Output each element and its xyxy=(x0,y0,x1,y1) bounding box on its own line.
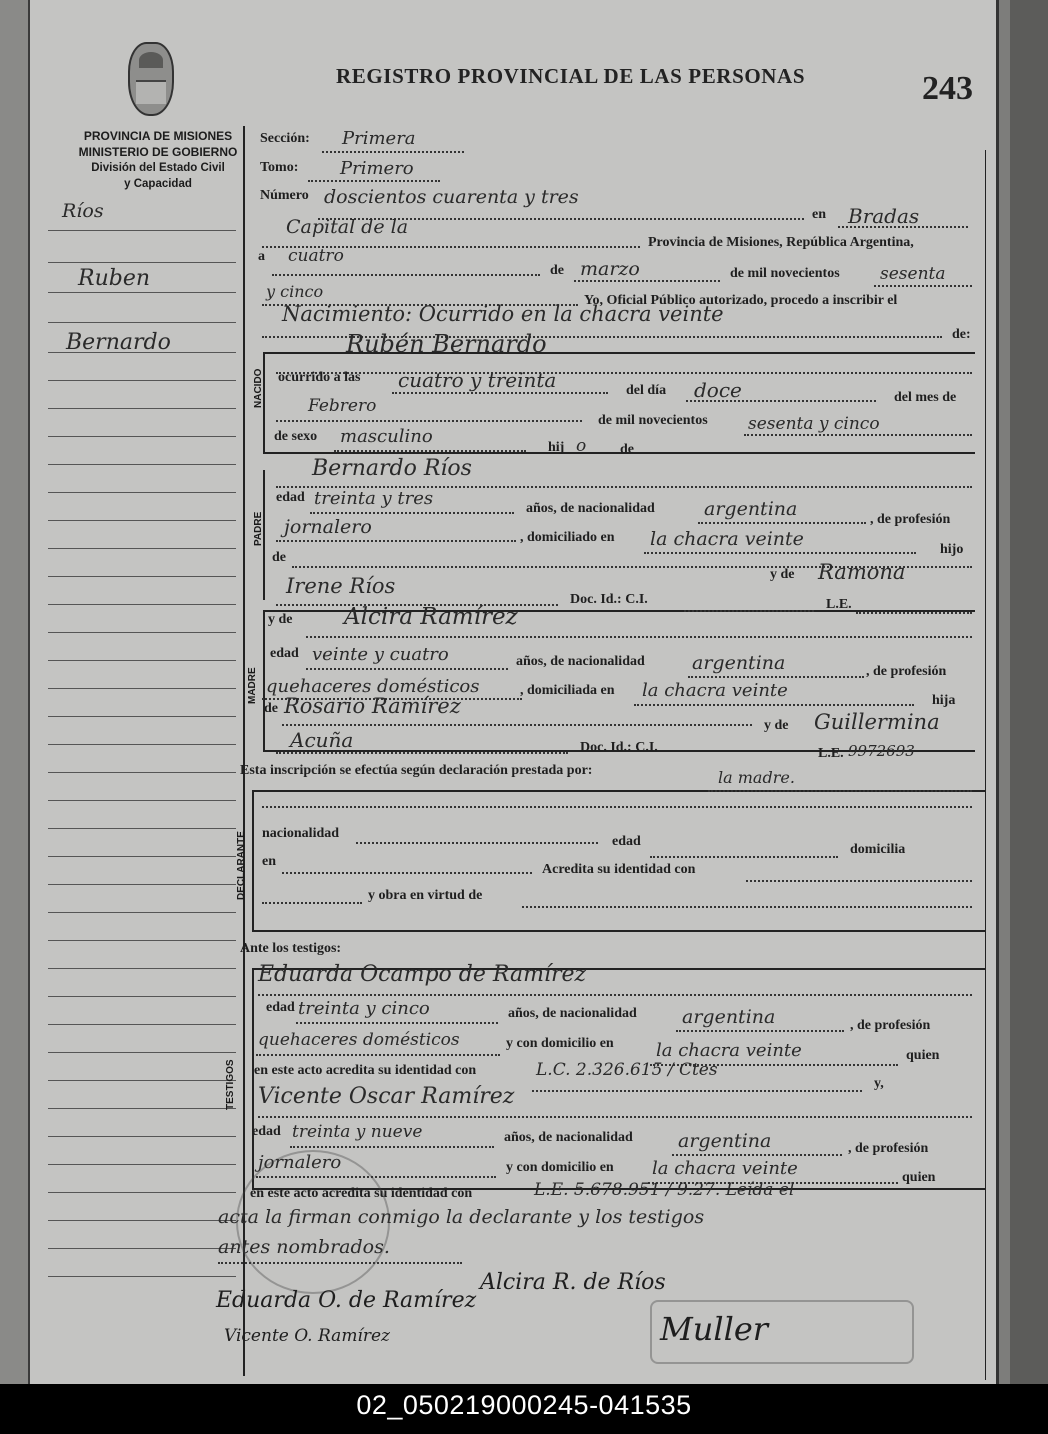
rule xyxy=(252,930,985,932)
value-padre-prof: jornalero xyxy=(284,516,372,538)
field-line xyxy=(392,392,608,394)
label-obra: y obra en virtud de xyxy=(368,888,483,903)
field-line xyxy=(256,1054,500,1056)
field-line xyxy=(522,906,972,908)
field-line xyxy=(310,512,514,514)
value-madre-edad: veinte y cuatro xyxy=(312,644,449,665)
value-padre-padre: Irene Ríos xyxy=(286,574,396,598)
declarante-bracket xyxy=(252,790,254,930)
value-testigo1-nac: argentina xyxy=(682,1006,776,1028)
margin-rule xyxy=(48,1164,236,1165)
value-mes-nac: Febrero xyxy=(308,396,377,416)
signature-testigo1: Eduarda O. de Ramírez xyxy=(216,1288,477,1313)
field-line xyxy=(308,180,440,182)
label-quien: quien xyxy=(906,1048,940,1063)
value-padre-madre: Ramona xyxy=(818,560,906,584)
label-profesion: , de profesión xyxy=(848,1141,929,1156)
margin-surname: Ríos xyxy=(62,200,104,222)
label-oficial: Yo, Oficial Público autorizado, procedo a inscribir el xyxy=(584,293,898,308)
value-padre-nombre: Bernardo Ríos xyxy=(312,456,472,481)
margin-name: Bernardo xyxy=(66,330,171,355)
label-le: L.E. xyxy=(826,597,852,612)
field-line xyxy=(306,668,508,670)
field-line xyxy=(276,752,568,754)
label-inscripcion: Esta inscripción se efectúa según declaración prestada por: xyxy=(240,763,593,778)
value-anio-nac: sesenta y cinco xyxy=(748,414,880,434)
margin-rule xyxy=(48,1136,236,1137)
value-en: Bradas xyxy=(848,204,920,228)
field-line xyxy=(322,151,464,153)
value-padre-nac: argentina xyxy=(704,498,798,520)
margin-rule xyxy=(48,744,236,745)
page-title: REGISTRO PROVINCIAL DE LAS PERSONAS xyxy=(336,64,806,88)
field-line xyxy=(644,552,916,554)
agency-line: MINISTERIO DE GOBIERNO xyxy=(78,145,238,159)
agency-line: PROVINCIA DE MISIONES xyxy=(83,129,233,143)
value-dia-nac: doce xyxy=(694,378,742,402)
label-edad: edad xyxy=(252,1124,281,1139)
margin-rule xyxy=(48,380,236,381)
margin-rule xyxy=(48,408,236,409)
label-edad: edad xyxy=(276,490,305,505)
label-de: de xyxy=(264,701,278,716)
value-madre-nombre: Alcira Ramírez xyxy=(344,604,518,630)
value-testigo1-dom: la chacra veinte xyxy=(656,1040,802,1061)
field-line xyxy=(262,806,972,808)
label-numero: Número xyxy=(260,188,309,203)
label-de: de xyxy=(620,442,634,457)
field-line xyxy=(698,522,866,524)
value-testigo2-nac: argentina xyxy=(678,1130,772,1152)
field-line xyxy=(334,450,526,452)
section-tag-testigos: TESTIGOS xyxy=(225,1059,236,1110)
field-line xyxy=(532,1090,862,1092)
madre-bracket xyxy=(263,610,265,750)
margin-rule xyxy=(48,1080,236,1081)
field-line xyxy=(276,372,972,374)
label-hija: hija xyxy=(932,693,956,708)
value-madre-madre-apellido: Acuña xyxy=(290,728,354,752)
margin-name: Ruben xyxy=(78,266,151,291)
field-line xyxy=(688,676,864,678)
value-madre-nac: argentina xyxy=(692,652,786,674)
page-number: 243 xyxy=(922,70,973,107)
field-line xyxy=(746,880,972,882)
value-anio: sesenta xyxy=(880,264,946,284)
image-id-text: 02_050219000245-041535 xyxy=(356,1390,692,1420)
margin-rule xyxy=(48,548,236,549)
field-line xyxy=(634,704,914,706)
label-y-de: y de xyxy=(268,612,293,627)
margin-rule xyxy=(48,1220,236,1221)
margin-rule xyxy=(48,604,236,605)
margin-rule xyxy=(48,884,236,885)
margin-rule xyxy=(48,772,236,773)
value-madre-le: 9972693 xyxy=(848,742,915,760)
label-con-domicilio: y con domicilio en xyxy=(506,1036,614,1051)
label-acredita: Acredita su identidad con xyxy=(542,862,696,877)
book-binding xyxy=(0,0,30,1384)
value-acta: Nacimiento: Ocurrido en la chacra veinte xyxy=(282,302,724,326)
agency-line: División del Estado Civil xyxy=(91,162,225,174)
margin-rule xyxy=(48,292,236,293)
value-seccion: Primera xyxy=(342,128,416,149)
label-le: L.E. xyxy=(818,746,844,761)
field-line xyxy=(686,400,876,402)
agency-line: y Capacidad xyxy=(124,178,192,190)
field-line xyxy=(744,434,972,436)
label-anos: años, de nacionalidad xyxy=(526,501,655,516)
label-del-dia: del día xyxy=(626,383,667,398)
margin-rule xyxy=(48,1108,236,1109)
label-anos: años, de nacionalidad xyxy=(508,1006,637,1021)
value-testigo1-edad: treinta y cinco xyxy=(298,998,430,1019)
value-madre-padre: Rosario Ramírez xyxy=(284,694,461,718)
margin-rule xyxy=(48,520,236,521)
value-testigo2-dom: la chacra veinte xyxy=(652,1158,798,1179)
value-testigo2-edad: treinta y nueve xyxy=(292,1122,423,1142)
rule xyxy=(263,452,975,454)
value-madre-prof: quehaceres domésticos xyxy=(266,676,480,697)
signature-testigo2: Vicente O. Ramírez xyxy=(224,1326,391,1346)
margin-rule xyxy=(48,828,236,829)
field-line xyxy=(290,1146,494,1148)
image-id-bar xyxy=(0,1384,1048,1434)
value-testigo2: Vicente Oscar Ramírez xyxy=(258,1084,515,1109)
margin-rule xyxy=(48,632,236,633)
field-line xyxy=(838,226,968,228)
value-dia: cuatro xyxy=(288,246,344,266)
label-edad: edad xyxy=(612,834,641,849)
label-en: en xyxy=(262,854,276,869)
label-ante-testigos: Ante los testigos: xyxy=(240,941,342,956)
margin-rule xyxy=(48,688,236,689)
field-line xyxy=(874,285,972,287)
margin-rule xyxy=(48,230,236,231)
section-tag-nacido: NACIDO xyxy=(253,368,264,408)
label-profesion: , de profesión xyxy=(870,512,951,527)
margin-rule xyxy=(48,436,236,437)
margin-rule xyxy=(48,1192,236,1193)
value-anio-cont: y cinco xyxy=(266,282,324,301)
label-ocurrido: ocurrido a las xyxy=(278,370,361,385)
value-testigo2-prof: jornalero xyxy=(258,1152,342,1173)
value-nacido-nombre: Rubén Bernardo xyxy=(346,330,547,358)
margin-rule xyxy=(48,1024,236,1025)
field-line xyxy=(672,1154,842,1156)
section-tag-padre: PADRE xyxy=(253,511,264,546)
coat-of-arms-icon xyxy=(128,42,174,116)
margin-rule xyxy=(48,322,236,323)
value-cierre: antes nombrados. xyxy=(218,1236,390,1258)
value-lugar: Capital de la xyxy=(286,216,409,238)
label-de: de xyxy=(272,550,286,565)
label-acredita-identidad: en este acto acredita su identidad con xyxy=(250,1186,473,1201)
value-testigo1-doc: L.C. 2.326.615 / Ctes xyxy=(536,1060,718,1080)
label-de-colon: de: xyxy=(952,327,971,342)
section-tag-declarante: DECLARANTE xyxy=(236,831,247,900)
field-line xyxy=(356,842,598,844)
field-line xyxy=(276,420,582,422)
margin-rule xyxy=(48,968,236,969)
value-sexo: masculino xyxy=(340,426,433,447)
label-nacionalidad: nacionalidad xyxy=(262,826,340,841)
value-numero: doscientos cuarenta y tres xyxy=(324,186,579,208)
margin-rule xyxy=(48,1276,236,1277)
margin-rule xyxy=(48,1248,236,1249)
value-padre-edad: treinta y tres xyxy=(314,488,434,509)
field-line xyxy=(708,790,972,792)
field-line xyxy=(258,994,972,996)
label-sexo: de sexo xyxy=(274,429,318,444)
field-line xyxy=(676,1030,844,1032)
label-edad: edad xyxy=(270,646,299,661)
label-mil-novecientos: de mil novecientos xyxy=(730,266,840,281)
label-y-de: y de xyxy=(770,567,795,582)
value-madre-madre: Guillermina xyxy=(814,710,940,734)
field-line xyxy=(856,612,972,614)
signature-oficial: Muller xyxy=(660,1310,769,1348)
agency-block xyxy=(60,128,256,192)
value-hora: cuatro y treinta xyxy=(398,368,557,392)
field-line xyxy=(650,856,838,858)
label-profesion: , de profesión xyxy=(850,1018,931,1033)
label-anos: años, de nacionalidad xyxy=(504,1130,633,1145)
label-tomo: Tomo: xyxy=(260,160,299,175)
official-stamp xyxy=(236,1150,390,1294)
label-mil-novecientos: de mil novecientos xyxy=(598,413,708,428)
label-profesion: , de profesión xyxy=(866,664,947,679)
label-hijo: hijo xyxy=(940,542,964,557)
label-quien: quien xyxy=(902,1170,936,1185)
field-line xyxy=(272,274,540,276)
label-mes: del mes de xyxy=(894,390,957,405)
label-de: de xyxy=(550,263,564,278)
field-line xyxy=(262,902,362,904)
label-domicilia: domicilia xyxy=(850,842,906,857)
margin-rule xyxy=(48,576,236,577)
label-domiciliado: , domiciliado en xyxy=(520,530,615,545)
margin-rule xyxy=(48,800,236,801)
value-testigo1: Eduarda Ocampo de Ramírez xyxy=(258,962,587,987)
value-mes: marzo xyxy=(580,258,640,280)
margin-rule xyxy=(48,912,236,913)
value-hijo: o xyxy=(576,436,587,456)
value-madre-dom: la chacra veinte xyxy=(642,680,788,701)
label-edad: edad xyxy=(266,1000,295,1015)
label-provincia: Provincia de Misiones, República Argentina, xyxy=(648,235,914,250)
label-doc-id: Doc. Id.: C.I. xyxy=(570,592,648,607)
margin-rule xyxy=(48,1052,236,1053)
value-padre-dom: la chacra veinte xyxy=(650,528,804,550)
margin-rule xyxy=(48,940,236,941)
margin-rule xyxy=(48,464,236,465)
value-cierre: acta la firman conmigo la declarante y los testigos xyxy=(218,1206,705,1228)
signature-declarante: Alcira R. de Ríos xyxy=(480,1270,666,1295)
label-doc-id: Doc. Id.: C.I. xyxy=(580,740,658,755)
value-tomo: Primero xyxy=(340,158,414,179)
label-seccion: Sección: xyxy=(260,131,310,146)
label-en: en xyxy=(812,207,826,222)
margin-rule xyxy=(48,856,236,857)
value-testigo1-prof: quehaceres domésticos xyxy=(258,1030,460,1050)
margin-rule xyxy=(48,492,236,493)
margin-rule xyxy=(48,660,236,661)
margin-rule xyxy=(48,262,236,263)
margin-rule xyxy=(48,996,236,997)
field-line xyxy=(258,1116,972,1118)
section-tag-madre: MADRE xyxy=(247,667,258,704)
field-line xyxy=(282,872,532,874)
label-con-domicilio: y con domicilio en xyxy=(506,1160,614,1175)
field-line xyxy=(276,540,516,542)
page-edge-shadow xyxy=(1010,0,1048,1384)
field-line xyxy=(282,724,752,726)
field-line xyxy=(574,280,720,282)
field-line xyxy=(306,636,972,638)
field-line xyxy=(684,610,814,612)
value-testigo2-doc: L.E. 5.678.951 / 9.27. Leída el xyxy=(534,1180,795,1200)
label-y-de: y de xyxy=(764,718,789,733)
label-y: y, xyxy=(874,1076,884,1091)
margin-rule xyxy=(48,716,236,717)
label-a: a xyxy=(258,249,265,264)
label-hij: hij xyxy=(548,440,565,455)
label-anos: años, de nacionalidad xyxy=(516,654,645,669)
label-acredita-identidad: en este acto acredita su identidad con xyxy=(254,1063,477,1078)
field-line xyxy=(296,1022,498,1024)
label-domiciliada: , domiciliada en xyxy=(520,683,615,698)
value-declarada-por: la madre. xyxy=(718,768,795,787)
right-border xyxy=(985,150,986,1380)
